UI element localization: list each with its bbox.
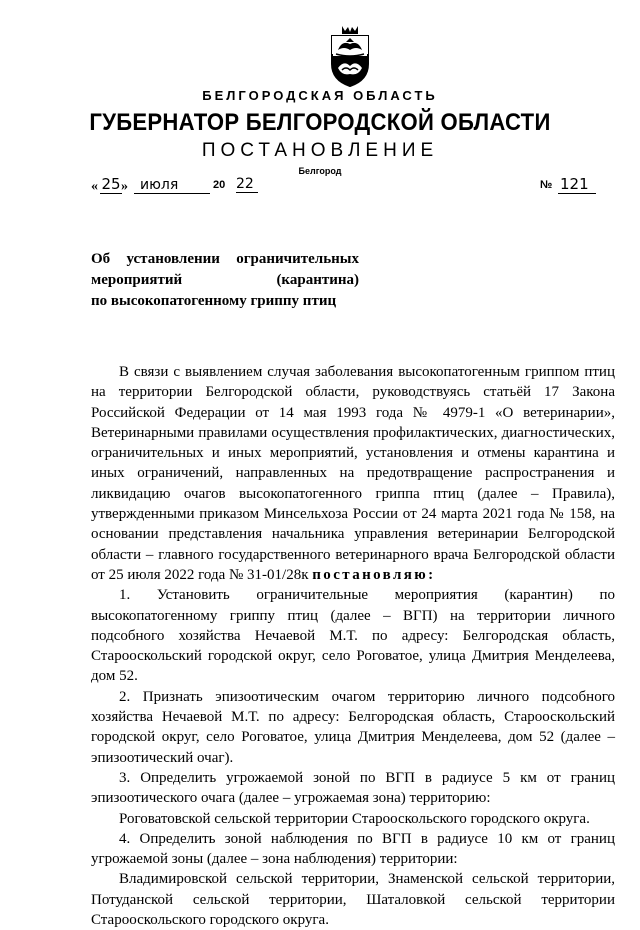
item-3-paragraph: 3. Определить угрожаемой зоной по ВГП в радиусе 5 км от границ эпизоотического очага (далее – угрожаемая зона) территорию:: [91, 769, 615, 807]
region-heading: БЕЛГОРОДСКАЯ ОБЛАСТЬ: [202, 88, 438, 103]
document-type-heading: ПОСТАНОВЛЕНИЕ: [201, 140, 439, 161]
authority-heading: ГУБЕРНАТОР БЕЛГОРОДСКОЙ ОБЛАСТИ: [89, 109, 551, 136]
date-open-quote: «: [91, 179, 98, 194]
intro-text: В связи с выявлением случая заболевания высокопатогенным гриппом птиц на территории Белгородской области, руководствуясь статьёй 17 Закона Российской Федерации от 14 мая 1993 года № 4979-1 «О ветеринарии», Ветеринарными правилами осуществления профилактических, диагностических, ограничительных и иных мероприятий, установления и отмены карантина и иных ограничений, направленных на предотвращение распространения и ликвидацию очагов высокопатогенного гриппа птиц (далее – Правила), утвержденными приказом Минсельхоза России от 24 марта 2021 года № 158, на основании представления начальника управления ветеринарии Белгородской области – главного государственного ветеринарного врача Белгородской области от 25 июля 2022 года № 31-01/28к: [91, 364, 615, 583]
subject-line-2: мероприятий (карантина): [91, 272, 359, 288]
date-year-prefix: 20: [213, 179, 226, 191]
belgorod-coat-of-arms-icon: [328, 24, 372, 88]
item-3-area-paragraph: Роговатовской сельской территории Старооскольского городского округа.: [119, 810, 590, 827]
date-day: 25: [101, 175, 121, 193]
date-month: июля: [134, 177, 210, 194]
subject-line-3: по высокопатогенному гриппу птиц: [91, 293, 337, 309]
city-label: Белгород: [298, 166, 342, 176]
intro-paragraph: [91, 362, 615, 585]
subject-line-1: Об установлении ограничительных: [91, 251, 359, 267]
item-2-paragraph: 2. Признать эпизоотическим очагом территорию личного подсобного хозяйства Нечаевой М.Т. по адресу: Белгородская область, Старооскольский городской округ, село Роговатое, улица Дмитрия Менделеева, дом 52 (далее – эпизоотический очаг).: [91, 688, 615, 766]
document-subject: [91, 249, 359, 312]
number-label: №: [540, 179, 553, 191]
document-body: [91, 362, 615, 930]
document-number: 121: [558, 175, 596, 194]
item-1-paragraph: 1. Установить ограничительные мероприятия (карантин) по высокопатогенному гриппу птиц (далее – ВГП) на территории личного подсобного хозяйства Нечаевой М.Т. по адресу: Белгородская область, Старооскольский городской округ, село Роговатое, улица Дмитрия Менделеева, дом 52.: [91, 587, 615, 685]
date-close-quote: »: [121, 179, 128, 194]
item-4-area-paragraph: Владимировской сельской территории, Знаменской сельской территории, Потуданской сельской территории, Шаталовкой сельской территории Старооскольского городского округа.: [91, 871, 615, 929]
decree-word: постановляю:: [312, 566, 436, 583]
date-year-suffix: 22: [236, 176, 258, 193]
item-4-paragraph: 4. Определить зоной наблюдения по ВГП в радиусе 10 км от границ угрожаемой зоны (далее – зона наблюдения) территории:: [91, 830, 615, 868]
